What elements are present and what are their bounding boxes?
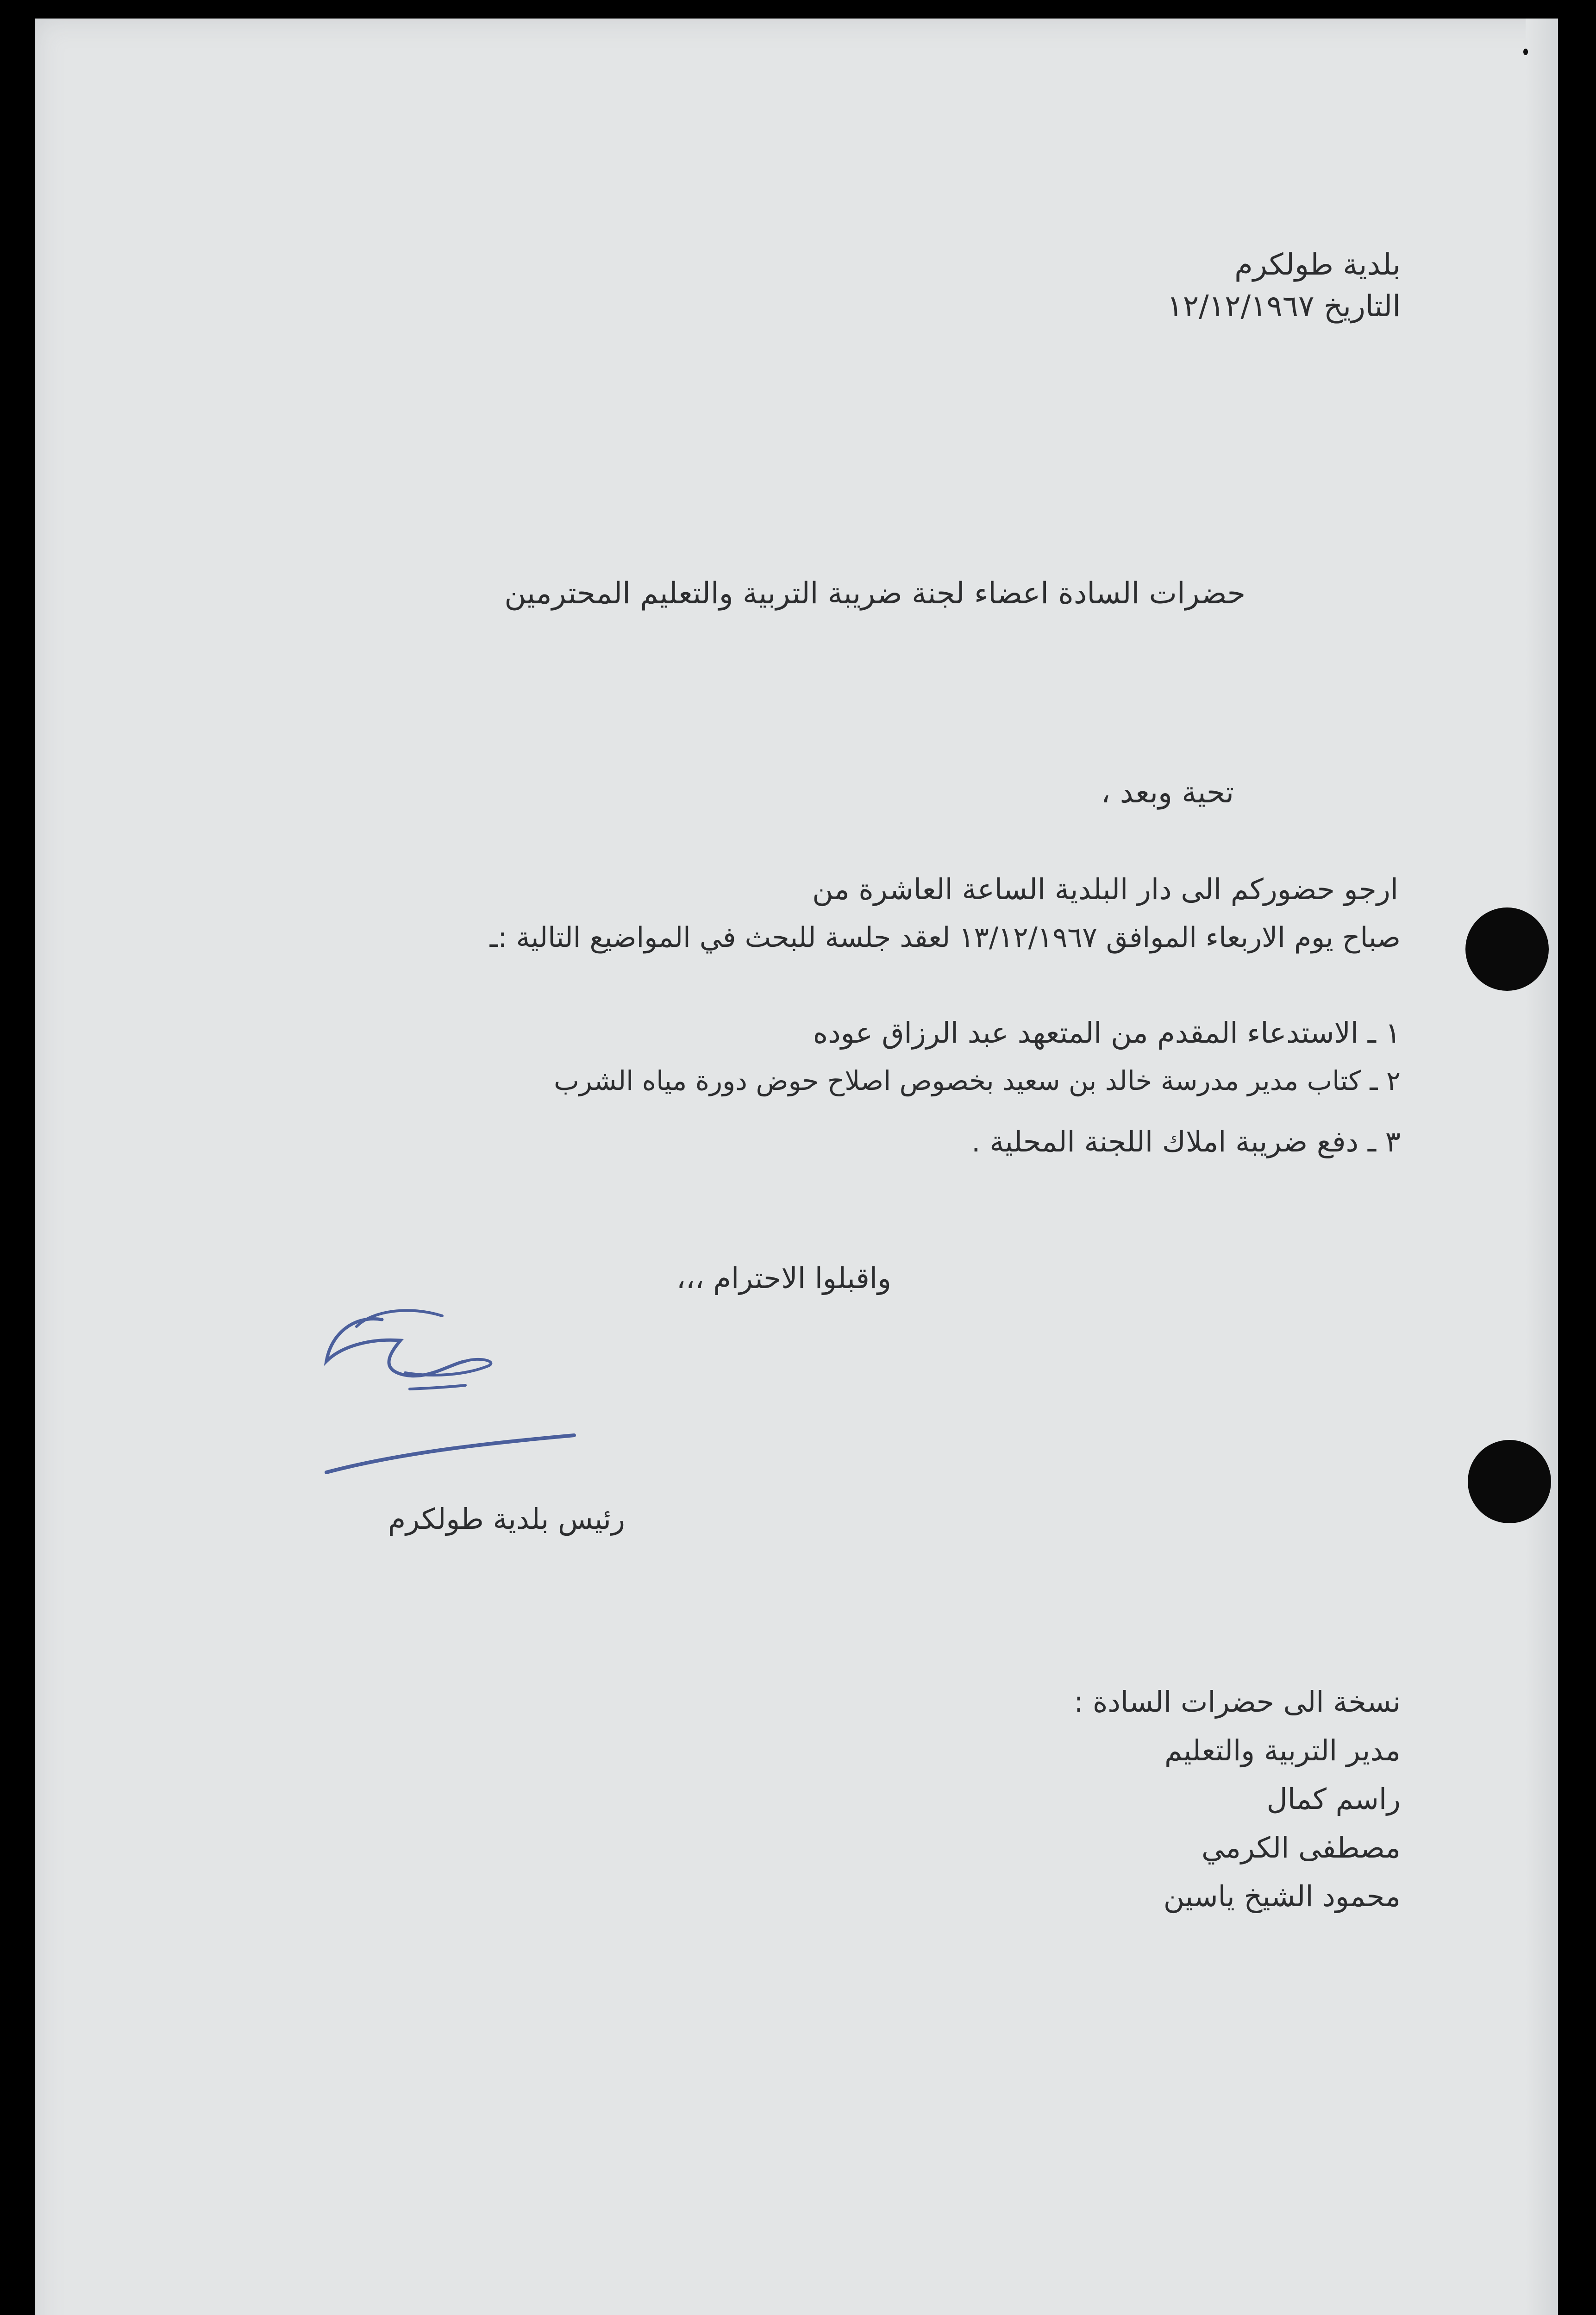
page-edge [1526, 19, 1558, 2315]
copy-recipient: راسم كمال [1266, 1782, 1401, 1816]
copies-heading: نسخة الى حضرات السادة : [1074, 1685, 1401, 1719]
punch-hole-bottom [1468, 1440, 1551, 1523]
copy-recipient: مصطفى الكرمي [1201, 1831, 1401, 1865]
letter-date: التاريخ ١٢/١٢/١٩٦٧ [1167, 289, 1401, 324]
agenda-item-1: ١ ـ الاستدعاء المقدم من المتعهد عبد الرزاق عوده [813, 1016, 1401, 1050]
agenda-item-3: ٣ ـ دفع ضريبة املاك اللجنة المحلية . [971, 1125, 1401, 1158]
agenda-item-2: ٢ ـ كتاب مدير مدرسة خالد بن سعيد بخصوص اصلاح حوض دورة مياه الشرب [554, 1065, 1401, 1096]
greeting: تحية وبعد ، [1101, 776, 1234, 810]
handwritten-signature [313, 1283, 590, 1495]
closing-line: واقبلوا الاحترام ،،، [676, 1261, 891, 1295]
punch-hole-top [1465, 907, 1549, 991]
municipality-header: بلدية طولكرم [1234, 248, 1401, 282]
copy-recipient: مدير التربية والتعليم [1164, 1733, 1401, 1767]
body-line-2: صباح يوم الاربعاء الموافق ١٣/١٢/١٩٦٧ لعقد جلسة للبحث في المواضيع التالية :ـ [489, 921, 1401, 954]
body-line-1: ارجو حضوركم الى دار البلدية الساعة العاشرة من [812, 872, 1398, 906]
paper-speck [1523, 49, 1528, 55]
addressee-line: حضرات السادة اعضاء لجنة ضريبة التربية والتعليم المحترمين [504, 576, 1246, 611]
signatory-title: رئيس بلدية طولكرم [388, 1502, 625, 1536]
copy-recipient: محمود الشيخ ياسين [1163, 1879, 1401, 1913]
paper-sheet [35, 19, 1558, 2315]
